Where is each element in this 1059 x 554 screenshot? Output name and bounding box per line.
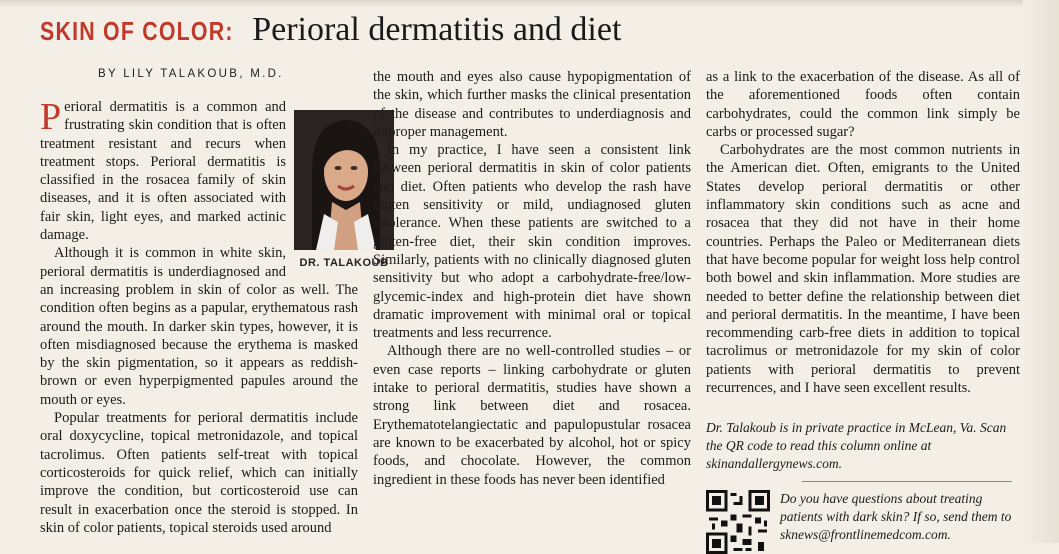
reader-questions (706, 490, 1020, 554)
headline (40, 10, 621, 56)
paragraph: Although it is common in white skin, perioral dermatitis is underdiagnosed and an increasing problem in skin of color as well. The condition often begins as a papular, erythematous rash around the mouth. In darker skin types, however, it is often misdiagnosed because the erythema is masked by the skin pigmentation, so it appears as reddish-brown or even hyperpigmented papules around the mouth or eyes. (40, 245, 358, 408)
questions-text: Do you have questions about treating patients with dark skin? If so, send them to sknews@frontlinemedcom.com. (780, 491, 1012, 543)
drop-cap: P (40, 96, 62, 138)
paragraph: Although there are no well-controlled studies – or even case reports – linking carbohydrate or gluten intake to perioral dermatitis, studies have shown a strong link between diet and rosacea. Erythematotelangiectatic and papulopustular rosacea are known to be exacerbated by alcohol, hot or spicy foods, and chocolate. However, the common ingredient in these foods has never been identified (373, 343, 691, 488)
paragraph-text: erioral dermatitis is a common and frustrating skin condition that is often treatment resistant and recurs when treatment stops. Perioral dermatitis is classified in the rosacea family of skin diseases, and it is often associated with fair skin, light eyes, and marked actinic damage. (40, 99, 286, 244)
qr-code-icon[interactable] (706, 490, 770, 554)
paragraph: as a link to the exacerbation of the disease. As all of the aforementioned foods often contain carbohydrates, could the common link simply be carbs or processed sugar? (706, 69, 1020, 140)
column-2 (373, 68, 691, 489)
paragraph: the mouth and eyes also cause hypopigmentation of the skin, which further masks the clinical presentation of the disease and contributes to underdiagnosis and improper management. (373, 69, 691, 140)
column-3 (706, 68, 1020, 554)
column-kicker: SKIN OF COLOR: (40, 16, 234, 46)
paragraph: Carbohydrates are the most common nutrients in the American diet. Often, emigrants to the United States develop perioral dermatitis or other inflammatory skin conditions such as acne and rosacea that they did not have in their home countries. Perhaps the Paleo or Mediterranean diets that have become popular for weight loss help control both bowel and skin inflammation. More studies are needed to better define the relationship between diet and perioral dermatitis. In the meantime, I have been recommending carb-free diets in addition to topical tacrolimus or metronidazole for my skin of color patients with perioral dermatitis to prevent recurrences, and I have seen excellent results. (706, 142, 1020, 397)
article-title: Perioral dermatitis and diet (252, 11, 622, 48)
byline: BY LILY TALAKOUB, M.D. (98, 68, 284, 80)
paragraph: In my practice, I have seen a consistent link between perioral dermatitis in skin of color patients and diet. Often patients who develop the rash have gluten sensitivity or mild, undiagnosed gluten intolerance. When these patients are switched to a gluten-free diet, their skin condition improves. Similarly, patients with no clinically diagnosed gluten sensitivity but who adopt a carbohydrate-free/low-glycemic-index and high-protein diet have shown dramatic improvement with minimal oral or topical treatments and less recurrence. (373, 142, 691, 342)
column-1 (40, 96, 389, 537)
page-gutter (1023, 0, 1059, 543)
author-bio: Dr. Talakoub is in private practice in McLean, Va. Scan the QR code to read this column online at skinandallergynews.com. (706, 420, 1007, 472)
paragraph: Popular treatments for perioral dermatitis include oral doxycycline, topical metronidazole, and topical tacrolimus. Often patients self-treat with topical corticosteroids for quick relief, which can initially improve the condition, but corticosteroid use can result in exacerbation once the steroid is stopped. In skin of color patients, topical steroids used around (40, 410, 358, 536)
photo-caption: DR. TALAKOUB (299, 257, 389, 269)
top-bleed (0, 0, 1059, 8)
divider (802, 481, 1012, 482)
